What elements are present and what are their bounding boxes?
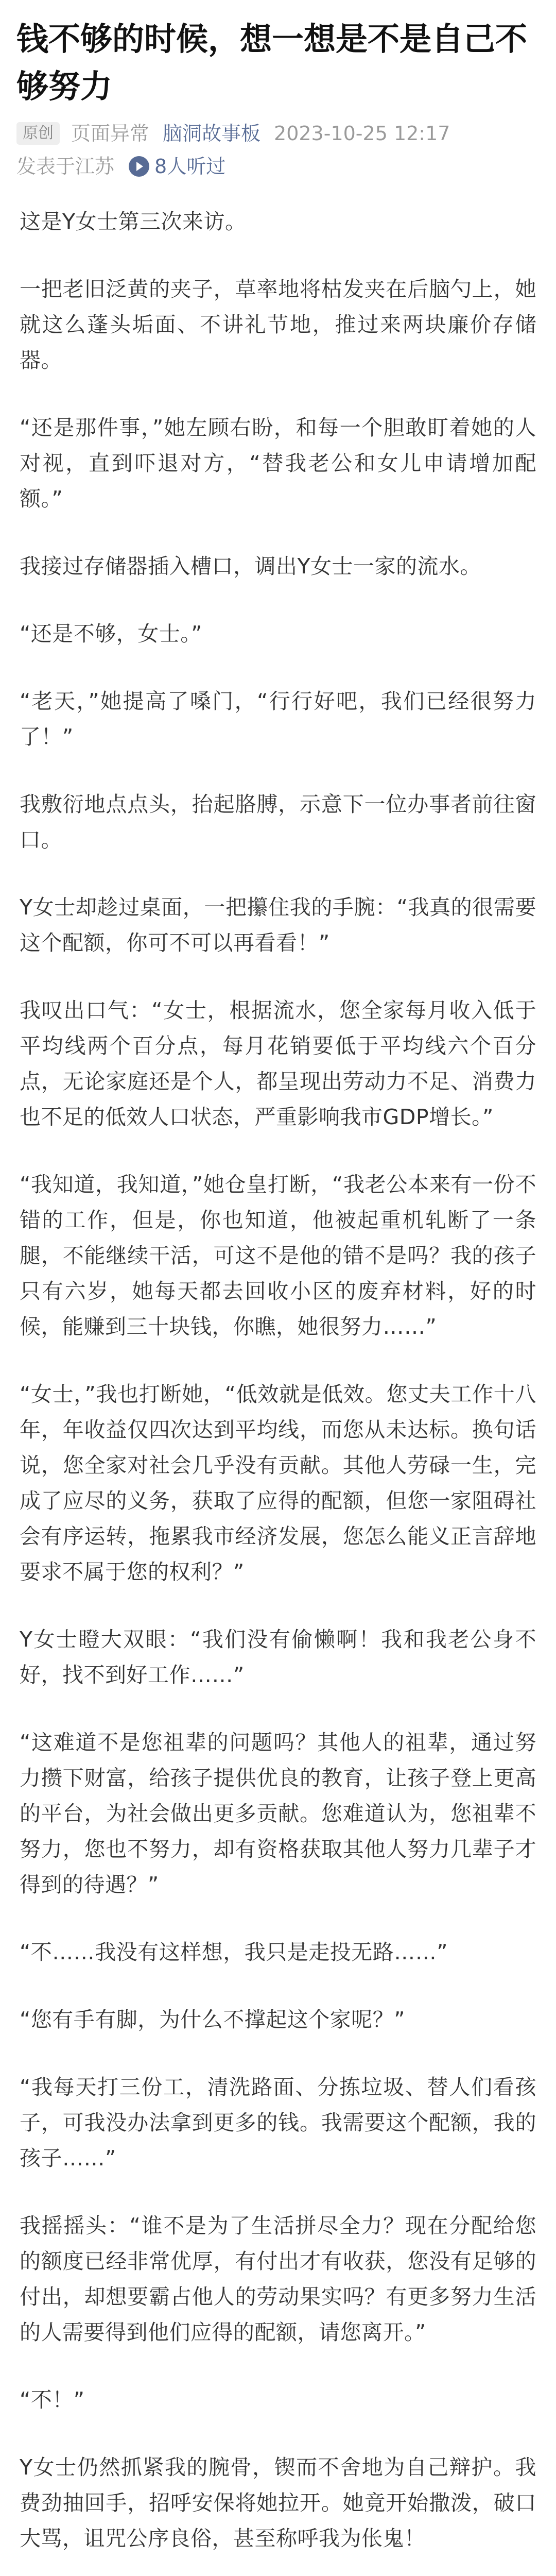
article-meta [16, 121, 540, 146]
article-paragraph: “我每天打三份工，清洗路面、分拣垃圾、替人们看孩子，可我没办法拿到更多的钱。我需要这个配额，我的孩子……” [20, 2075, 536, 2171]
article-paragraph: “我知道，我知道，”她仓皇打断，“我老公本来有一份不错的工作，但是，你也知道，他被起重机轧断了一条腿，不能继续干活，可这不是他的错不是吗？我的孩子只有六岁，她每天都去回收小区的废弃材料，好的时候，能赚到三十块钱，你瞧，她很努力……” [20, 1172, 536, 1339]
article-paragraph: Y女士仍然抓紧我的腕骨，锲而不舍地为自己辩护。我费劲抽回手，招呼安保将她拉开。她竟开始撒泼，破口大骂，诅咒公序良俗，甚至称呼我为伥鬼！ [20, 2455, 536, 2551]
header-spacer [0, 179, 556, 204]
article-paragraph: Y女士瞪大双眼：“我们没有偷懒啊！我和我老公身不好，找不到好工作……” [20, 1627, 536, 1687]
article-paragraph: Y女士却趁过桌面，一把攥住我的手腕：“我真的很需要这个配额，你可不可以再看看！” [20, 895, 536, 955]
publish-date: 2023-10-25 12:17 [274, 122, 450, 145]
article-paragraph: 我接过存储器插入槽口，调出Y女士一家的流水。 [20, 554, 482, 579]
article-paragraph: 我叹出口气：“女士，根据流水，您全家每月收入低于平均线两个百分点，每月花销要低于平均线六个百分点，无论家庭还是个人，都呈现出劳动力不足、消费力也不足的低效人口状态，严重影响我市GDP增长。” [20, 998, 536, 1129]
article-paragraph: 这是Y女士第三次来访。 [20, 209, 247, 234]
author-note: 页面异常 [71, 122, 150, 145]
article-paragraph: 我摇摇头：“谁不是为了生活拼尽全力？现在分配给您的额度已经非常优厚，有付出才有收获，您没有足够的付出，却想要霸占他人的劳动果实吗？有更多努力生活的人需要得到他们应得的配额，请您离开。” [20, 2213, 536, 2345]
article-paragraph: 我敷衍地点点头，抬起胳膊，示意下一位办事者前往窗口。 [20, 792, 536, 852]
article-paragraph: “还是不够，女士。” [20, 621, 202, 646]
account-name-link[interactable]: 脑洞故事板 [163, 122, 261, 145]
article-paragraph: “老天，”她提高了嗓门，“行行好吧，我们已经很努力了！” [20, 689, 536, 749]
article-paragraph: “这难道不是您祖辈的问题吗？其他人的祖辈，通过努力攒下财富，给孩子提供优良的教育，让孩子登上更高的平台，为社会做出更多贡献。您难道认为，您祖辈不努力，您也不努力，却有资格获取其他人努力几辈子才得到的待遇？” [20, 1730, 536, 1897]
original-badge: 原创 [16, 122, 60, 145]
article-paragraph: “不！” [20, 2387, 85, 2412]
article-meta-secondary [16, 154, 540, 179]
article-paragraph: “不……我没有这样想，我只是走投无路……” [20, 1940, 448, 1964]
listen-button[interactable] [129, 154, 225, 179]
play-icon [129, 156, 149, 177]
article-body [0, 204, 556, 2576]
article-paragraph: “还是那件事，”她左顾右盼，和每一个胆敢盯着她的人对视，直到吓退对方，“替我老公和女儿申请增加配额。” [20, 415, 536, 511]
article-header [0, 0, 556, 179]
article-title: 钱不够的时候，想一想是不是自己不够努力 [16, 20, 528, 105]
article-paragraph: “您有手有脚，为什么不撑起这个家呢？” [20, 2007, 405, 2032]
listen-count: 8人听过 [154, 155, 226, 178]
article-paragraph: “女士，”我也打断她，“低效就是低效。您丈夫工作十八年，年收益仅四次达到平均线，而您从未达标。换句话说，您全家对社会几乎没有贡献。其他人劳碌一生，完成了应尽的义务，获取了应得的配额，但您一家阻碍社会有序运转，拖累我市经济发展，您怎么能义正言辞地要求不属于您的权利？” [20, 1382, 536, 1584]
publish-location: 发表于江苏 [16, 155, 115, 178]
article-paragraph: 一把老旧泛黄的夹子，草率地将枯发夹在后脑勺上，她就这么蓬头垢面、不讲礼节地，推过来两块廉价存储器。 [20, 277, 536, 372]
